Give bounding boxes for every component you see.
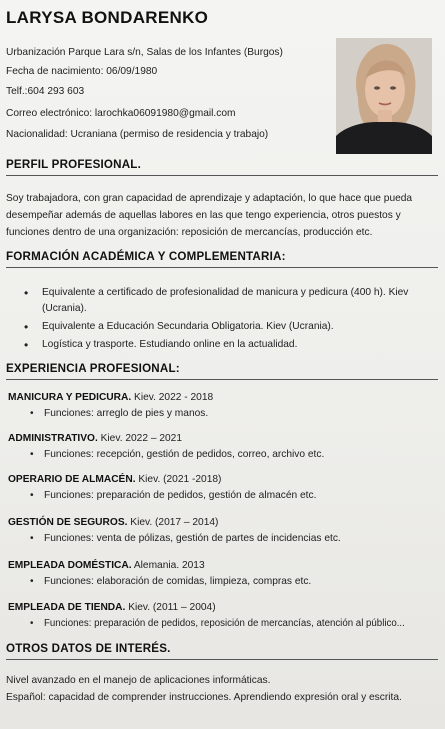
job-functions-text: Funciones: arreglo de pies y manos. xyxy=(44,408,209,419)
birth-line: Fecha de nacimiento: 06/09/1980 xyxy=(6,66,158,77)
job-role: MANICURA Y PEDICURA. xyxy=(8,392,132,403)
otros-line: Español: capacidad de comprender instrucciones. Aprendiendo expresión oral y escrita. xyxy=(6,692,402,703)
perfil-divider xyxy=(6,175,438,176)
formacion-title: FORMACIÓN ACADÉMICA Y COMPLEMENTARIA: xyxy=(6,250,286,263)
job-detail: Kiev. 2022 - 2018 xyxy=(131,392,214,403)
portrait-image xyxy=(336,38,432,154)
perfil-text xyxy=(6,190,438,241)
experiencia-divider xyxy=(6,379,438,380)
job-functions: • Funciones: arreglo de pies y manos. xyxy=(30,408,209,419)
nationality-line: Nacionalidad: Ucraniana (permiso de residencia y trabajo) xyxy=(6,129,269,140)
job-detail: Kiev. 2022 – 2021 xyxy=(97,433,183,444)
job-detail: Kiev. (2011 – 2004) xyxy=(125,602,216,613)
job-functions-text: Funciones: venta de pólizas, gestión de partes de incidencias etc. xyxy=(44,533,341,544)
otros-text xyxy=(6,672,438,706)
formacion-item: • Equivalente a certificado de profesionalidad de manicura y pedicura (400 h). Kiev (Ucrania). xyxy=(24,285,429,317)
formacion-divider xyxy=(6,267,438,268)
job-functions: • Funciones: elaboración de comidas, limpieza, compras etc. xyxy=(30,576,312,587)
job-entry xyxy=(8,517,218,528)
perfil-line: desempeñar además de aquellas labores en las que tengo experiencia, otros puestos y xyxy=(6,210,401,221)
job-functions: • Funciones: recepción, gestión de pedidos, correo, archivo etc. xyxy=(30,449,325,460)
job-functions: • Funciones: venta de pólizas, gestión de partes de incidencias etc. xyxy=(30,533,341,544)
job-role: GESTIÓN DE SEGUROS. xyxy=(8,517,128,528)
formacion-list xyxy=(24,285,429,355)
otros-divider xyxy=(6,659,438,660)
phone-line: Telf.:604 293 603 xyxy=(6,86,85,97)
otros-title: OTROS DATOS DE INTERÉS. xyxy=(6,642,171,655)
job-entry xyxy=(8,602,216,613)
job-role: EMPLEADA DE TIENDA. xyxy=(8,602,126,613)
email-line: Correo electrónico: larochka06091980@gmail.com xyxy=(6,108,236,119)
formacion-item: • Logística y trasporte. Estudiando online en la actualidad. xyxy=(24,337,429,353)
job-functions: • Funciones: preparación de pedidos, gestión de almacén etc. xyxy=(30,490,317,501)
otros-line: Nivel avanzado en el manejo de aplicaciones informáticas. xyxy=(6,675,271,686)
job-detail: Kiev. (2017 – 2014) xyxy=(127,517,219,528)
job-detail: Alemania. 2013 xyxy=(131,560,205,571)
experiencia-title: EXPERIENCIA PROFESIONAL: xyxy=(6,362,180,375)
perfil-line: funciones dentro de una organización: reposición de mercancías, producción etc. xyxy=(6,227,373,238)
job-role: EMPLEADA DOMÉSTICA. xyxy=(8,560,132,571)
job-detail: Kiev. (2021 -2018) xyxy=(135,474,222,485)
job-functions: • Funciones: preparación de pedidos, reposición de mercancías, atención al público... xyxy=(30,618,405,629)
perfil-title: PERFIL PROFESIONAL. xyxy=(6,158,141,171)
job-entry xyxy=(8,560,205,571)
perfil-line: Soy trabajadora, con gran capacidad de aprendizaje y adaptación, lo que hace que pueda xyxy=(6,193,413,204)
profile-photo xyxy=(336,38,432,154)
job-role: ADMINISTRATIVO. xyxy=(8,433,98,444)
job-functions-text: Funciones: elaboración de comidas, limpieza, compras etc. xyxy=(44,576,312,587)
candidate-name: LARYSA BONDARENKO xyxy=(6,8,209,27)
address-line: Urbanización Parque Lara s/n, Salas de los Infantes (Burgos) xyxy=(6,47,283,58)
job-functions-text: Funciones: preparación de pedidos, gestión de almacén etc. xyxy=(44,490,317,501)
job-functions-text: Funciones: recepción, gestión de pedidos, correo, archivo etc. xyxy=(44,449,325,460)
job-entry xyxy=(8,433,182,444)
formacion-item: • Equivalente a Educación Secundaria Obligatoria. Kiev (Ucrania). xyxy=(24,319,429,335)
job-functions-text: Funciones: preparación de pedidos, reposición de mercancías, atención al público... xyxy=(44,618,405,629)
job-role: OPERARIO DE ALMACÉN. xyxy=(8,474,136,485)
job-entry xyxy=(8,392,213,403)
job-entry xyxy=(8,474,221,485)
